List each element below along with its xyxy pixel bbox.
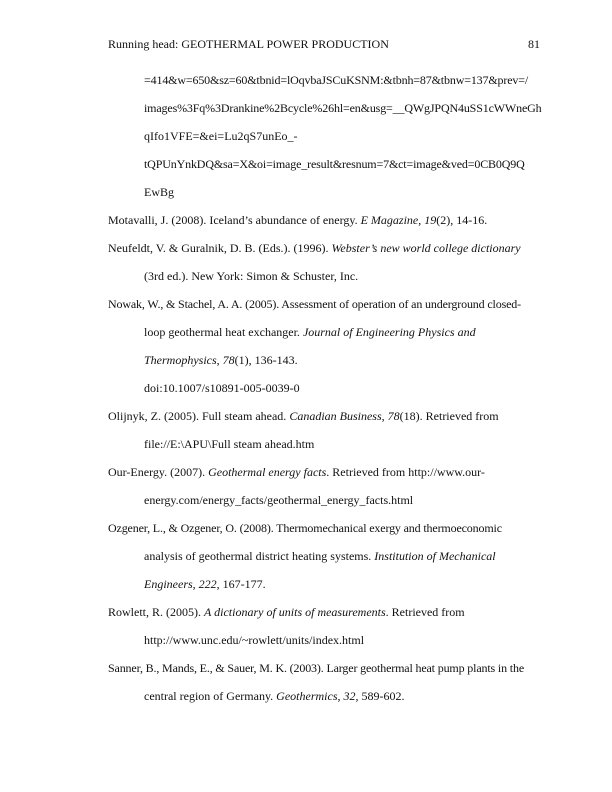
reference-line: Motavalli, J. (2008). Iceland’s abundance of energy. E Magazine, 19(2), 14-16. xyxy=(108,213,488,227)
doi: doi:10.1007/s10891-005-0039-0 xyxy=(144,381,300,395)
reference-list xyxy=(108,66,540,710)
reference-line: Sanner, B., Mands, E., & Sauer, M. K. (2003). Larger geothermal heat pump plants in the xyxy=(108,661,525,675)
running-head xyxy=(108,36,540,52)
url-line: energy.com/energy_facts/geothermal_energy_facts.html xyxy=(144,493,414,507)
reference-line: central region of Germany. Geothermics, 32, 589-602. xyxy=(144,689,405,703)
reference-line: Thermophysics, 78(1), 136-143. xyxy=(144,353,298,367)
reference-line: Nowak, W., & Stachel, A. A. (2005). Assessment of operation of an underground closed- xyxy=(108,297,521,311)
page-number: 81 xyxy=(528,37,540,51)
reference-line: loop geothermal heat exchanger. Journal of Engineering Physics and xyxy=(144,325,476,339)
reference-entry-nowak xyxy=(108,290,540,402)
journal-title: E Magazine xyxy=(360,213,419,227)
reference-line: Olijnyk, Z. (2005). Full steam ahead. Canadian Business, 78(18). Retrieved from xyxy=(108,409,499,423)
reference-entry-rowlett xyxy=(108,598,540,654)
journal-title: Journal of Engineering Physics and xyxy=(302,325,476,339)
journal-title: Geothermics xyxy=(276,689,338,703)
reference-entry-sanner xyxy=(108,654,540,710)
url-continuation-line: EwBg xyxy=(144,185,174,199)
reference-line: analysis of geothermal district heating systems. Institution of Mechanical xyxy=(144,549,496,563)
journal-title: Canadian Business xyxy=(289,409,382,423)
reference-line: Rowlett, R. (2005). A dictionary of units of measurements. Retrieved from xyxy=(108,605,465,619)
url-continuation-line: =414&w=650&sz=60&tbnid=lOqvbaJSCuKSNM:&tbnh=87&tbnw=137&prev=/ xyxy=(144,73,529,87)
reference-entry-motavalli xyxy=(108,206,540,234)
url-continuation-line: qIfo1VFE=&ei=Lu2qS7unEo_- xyxy=(144,129,298,143)
volume: 78 xyxy=(387,409,400,423)
book-title: Webster’s new world college dictionary xyxy=(331,241,521,255)
running-head-title: Running head: GEOTHERMAL POWER PRODUCTION xyxy=(108,37,389,51)
reference-line: Neufeldt, V. & Guralnik, D. B. (Eds.). (1996). Webster’s new world college dictionary xyxy=(108,241,521,255)
journal-title: Thermophysics xyxy=(144,353,217,367)
reference-entry-olijnyk xyxy=(108,402,540,458)
document-title: Geothermal energy facts xyxy=(208,465,327,479)
reference-line: (3rd ed.). New York: Simon & Schuster, Inc. xyxy=(144,269,359,283)
reference-entry-our-energy xyxy=(108,458,540,514)
reference-line: Engineers, 222, 167-177. xyxy=(144,577,266,591)
journal-title: Institution of Mechanical xyxy=(374,549,496,563)
journal-title: Engineers xyxy=(144,577,193,591)
reference-line: Our-Energy. (2007). Geothermal energy facts. Retrieved from http://www.our- xyxy=(108,465,485,479)
url-continuation-line: images%3Fq%3Drankine%2Bcycle%26hl=en&usg=__QWgJPQN4uSS1cWWneGh xyxy=(144,101,542,115)
book-title: A dictionary of units of measurements xyxy=(204,605,386,619)
volume: 19 xyxy=(424,213,437,227)
reference-entry-continuation xyxy=(108,66,540,206)
url-continuation-line: tQPUnYnkDQ&sa=X&oi=image_result&resnum=7&ct=image&ved=0CB0Q9Q xyxy=(144,157,525,171)
file-path: file://E:\APU\Full steam ahead.htm xyxy=(144,437,315,451)
reference-entry-neufeldt xyxy=(108,234,540,290)
reference-line: Ozgener, L., & Ozgener, O. (2008). Thermomechanical exergy and thermoeconomic xyxy=(108,521,502,535)
url-line: http://www.unc.edu/~rowlett/units/index.html xyxy=(144,633,365,647)
volume: 222 xyxy=(198,577,217,591)
volume: 78 xyxy=(222,353,235,367)
reference-entry-ozgener xyxy=(108,514,540,598)
volume: 32 xyxy=(343,689,356,703)
